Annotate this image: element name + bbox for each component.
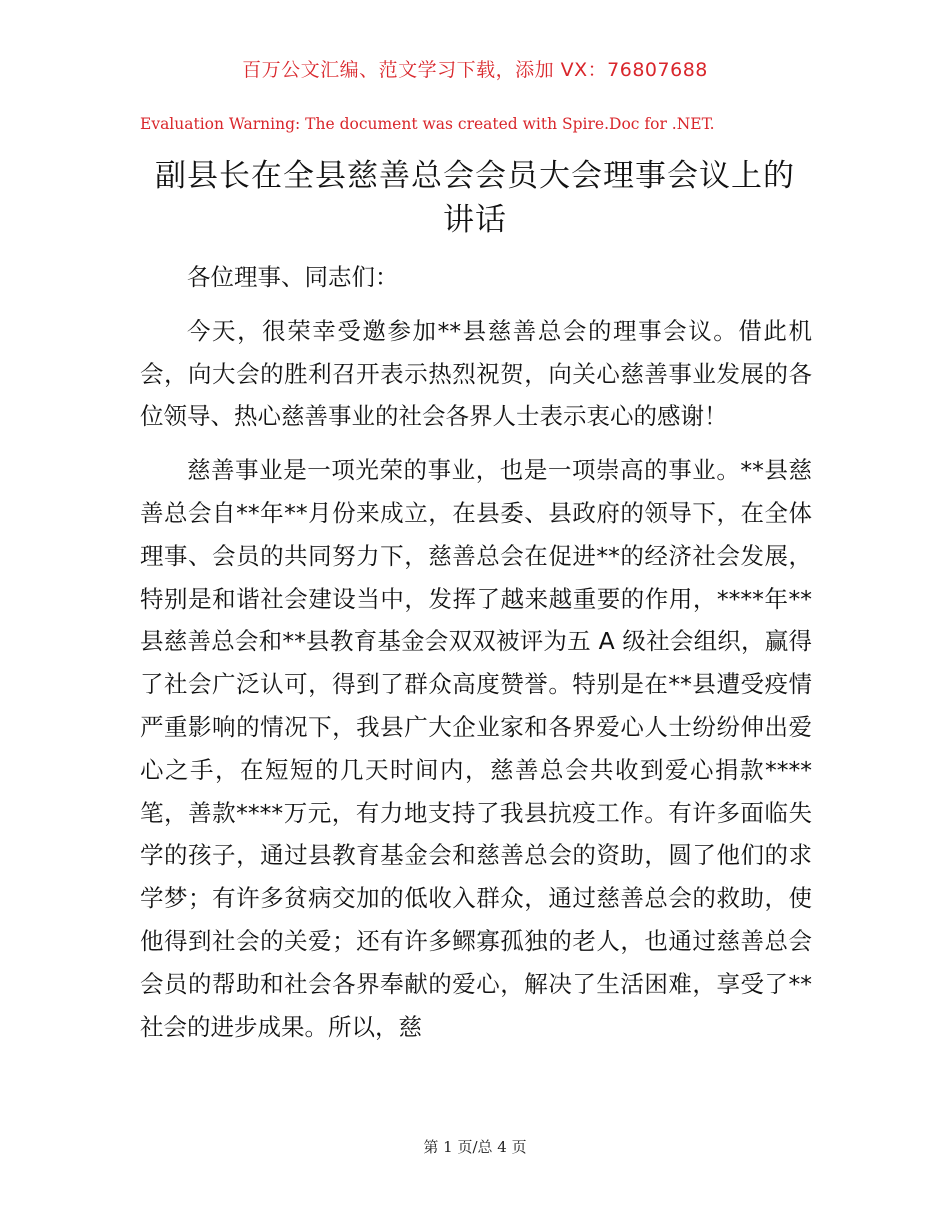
document-title: 副县长在全县慈善总会会员大会理事会议上的讲话 xyxy=(155,158,795,238)
header-banner: 百万公文汇编、范文学习下载，添加 VX：76807688 xyxy=(242,59,708,81)
paragraph: 今天，很荣幸受邀参加**县慈善总会的理事会议。借此机会，向大会的胜利召开表示热烈祝贺，向关心慈善事业发展的各位领导、热心慈善事业的社会各界人士表示衷心的感谢！ xyxy=(140,316,812,431)
document-body xyxy=(140,256,812,1059)
paragraph: 慈善事业是一项光荣的事业，也是一项崇高的事业。**县慈善总会自**年**月份来成立，在县委、县政府的领导下，在全体理事、会员的共同努力下，慈善总会在促进**的经济社会发展，特别是和谐社会建设当中，发挥了越来越重要的作用，****年**县慈善总会和**县教育基金会双双被评为五 A 级社会组织，赢得了社会广泛认可，得到了群众高度赞誉。特别是在**县遭受疫情严重影响的情况下，我县广大企业家和各界爱心人士纷纷伸出爱心之手，在短短的几天时间内，慈善总会共收到爱心捐款****笔，善款****万元，有力地支持了我县抗疫工作。有许多面临失学的孩子，通过县教育基金会和慈善总会的资助，圆了他们的求学梦；有许多贫病交加的低收入群众，通过慈善总会的救助，使他得到社会的关爱；还有许多鳏寡孤独的老人，也通过慈善总会会员的帮助和社会各界奉献的爱心，解决了生活困难，享受了**社会的进步成果。所以，慈 xyxy=(140,456,812,1041)
salutation: 各位理事、同志们： xyxy=(187,263,399,291)
evaluation-warning: Evaluation Warning: The document was created with Spire.Doc for .NET. xyxy=(140,115,715,133)
page-indicator: 第 1 页/总 4 页 xyxy=(423,1138,527,1156)
